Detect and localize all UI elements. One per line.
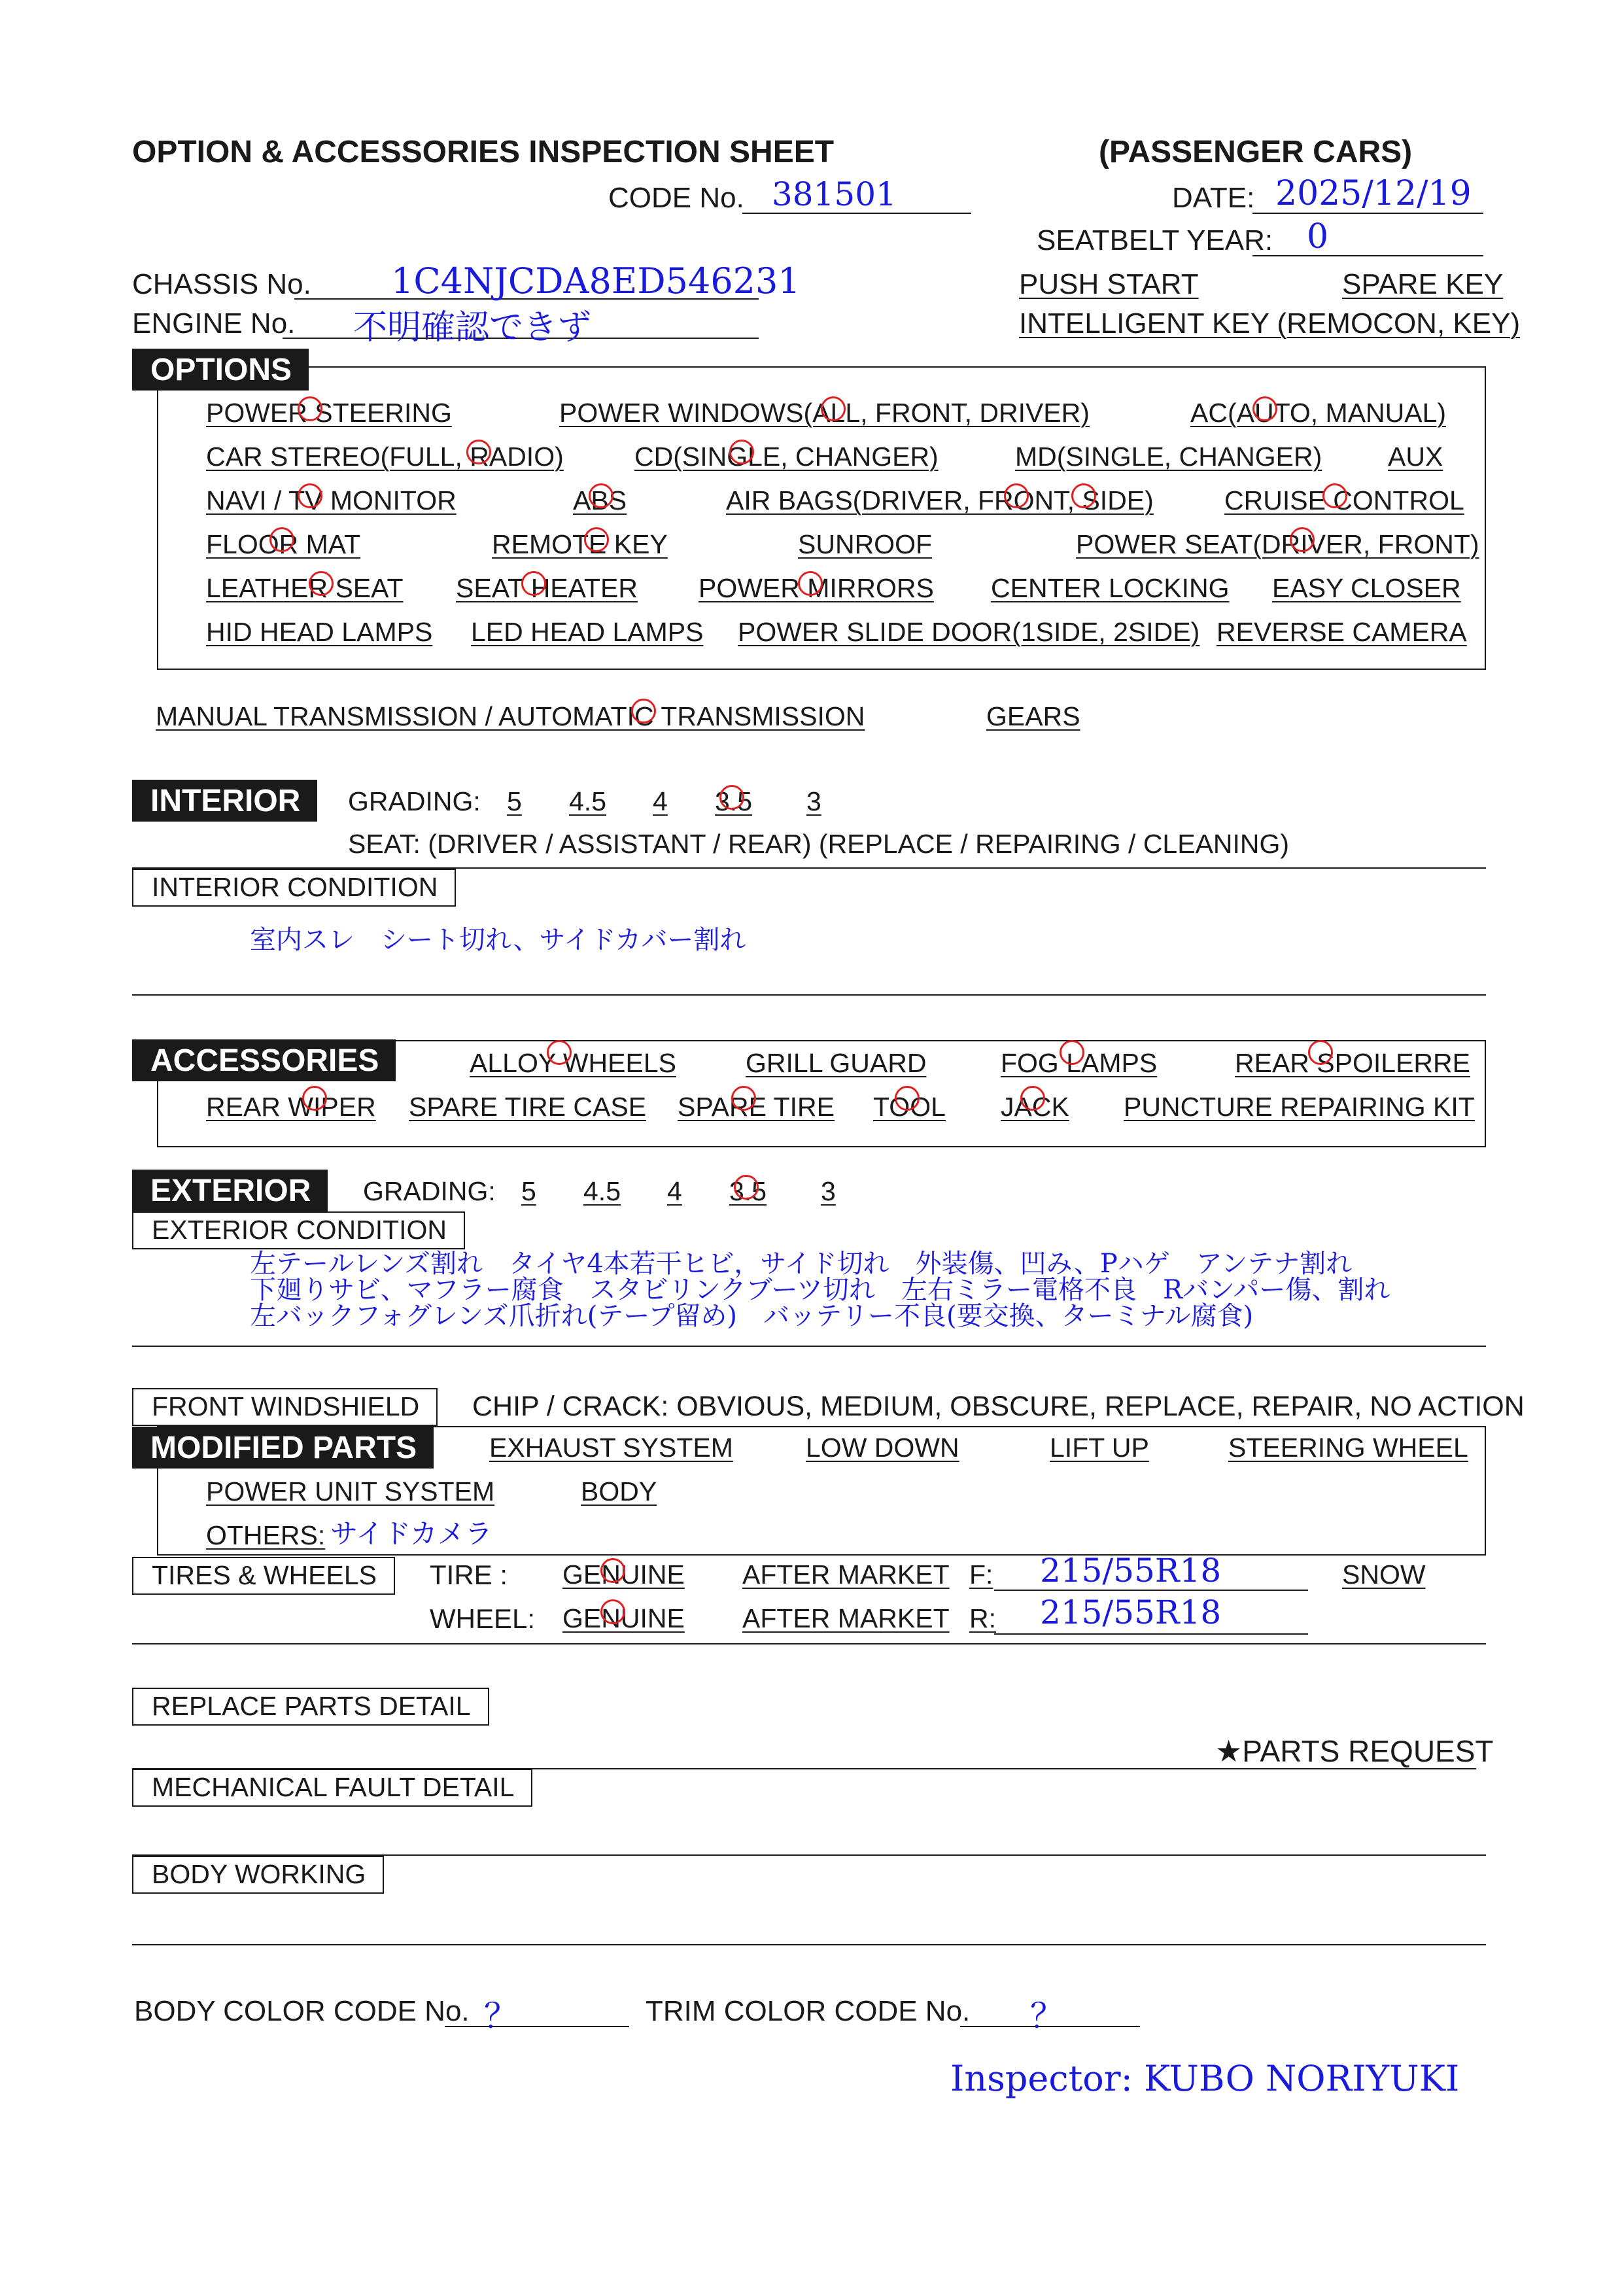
push-start: PUSH START	[1019, 268, 1199, 300]
exterior-grade: 4	[667, 1176, 682, 1206]
option-power-slide-door: POWER SLIDE DOOR(1SIDE, 2SIDE)	[738, 617, 1200, 647]
inspector: Inspector: KUBO NORIYUKI	[950, 2058, 1460, 2099]
selected-mark-icon	[298, 396, 322, 421]
exterior-condition-line: 下廻りサビ、マフラー腐食 スタビリンクブーツ切れ 左右ミラー電格不良 Rバンパー傷、割れ	[250, 1275, 1390, 1305]
body-color-label: BODY COLOR CODE No.	[134, 1995, 470, 2027]
mod-low-down: LOW DOWN	[806, 1433, 959, 1463]
acc-rear-spoiler: REAR SPOILERRE	[1235, 1048, 1470, 1078]
parts-request: ★PARTS REQUEST	[1215, 1734, 1494, 1768]
trim-color-value: ？	[1030, 1997, 1065, 2036]
option-power-steering: POWER STEERING	[206, 398, 452, 428]
option-navi-tv: NAVI / TV MONITOR	[206, 485, 457, 515]
interior-grade: 4	[653, 786, 668, 816]
wheel-genuine: GENUINE	[562, 1603, 685, 1633]
tire-genuine: GENUINE	[562, 1559, 685, 1590]
acc-tool: TOOL	[873, 1092, 946, 1122]
intelligent-key: INTELLIGENT KEY (REMOCON, KEY)	[1019, 307, 1521, 339]
replace-parts-label: REPLACE PARTS DETAIL	[132, 1688, 489, 1726]
selected-mark-icon	[521, 571, 546, 596]
selected-mark-icon	[798, 571, 823, 596]
exterior-header: EXTERIOR	[132, 1170, 328, 1211]
option-abs: ABS	[573, 485, 627, 515]
option-center-locking: CENTER LOCKING	[991, 573, 1230, 603]
chassis-value: 1C4NJCDA8ED546231	[391, 260, 801, 302]
exterior-condition-line: 左テールレンズ割れ タイヤ4本若干ヒビ，サイド切れ 外装傷、凹み、Pハゲ アンテナ割れ	[250, 1249, 1353, 1279]
option-sunroof: SUNROOF	[798, 529, 932, 559]
option-power-seat: POWER SEAT(DRIVER, FRONT)	[1076, 529, 1479, 559]
wheel-r-label: R:	[969, 1603, 996, 1633]
interior-header: INTERIOR	[132, 780, 317, 822]
acc-spare-tire-case: SPARE TIRE CASE	[409, 1092, 647, 1122]
selected-mark-icon	[729, 440, 754, 464]
option-power-windows: POWER WINDOWS(ALL, FRONT, DRIVER)	[559, 398, 1090, 428]
mod-power-unit: POWER UNIT SYSTEM	[206, 1476, 495, 1506]
acc-grill-guard: GRILL GUARD	[746, 1048, 927, 1078]
options-header: OPTIONS	[132, 349, 309, 391]
mod-others-label: OTHERS:	[206, 1520, 326, 1550]
acc-fog-lamps: FOG LAMPS	[1001, 1048, 1158, 1078]
windshield-label: FRONT WINDSHIELD	[132, 1388, 438, 1426]
mod-exhaust: EXHAUST SYSTEM	[489, 1433, 733, 1463]
exterior-grade: 3	[821, 1176, 836, 1206]
selected-mark-icon	[731, 1086, 756, 1111]
date-value: 2025/12/19	[1275, 174, 1472, 213]
engine-label: ENGINE No.	[132, 307, 296, 339]
option-air-bags: AIR BAGS(DRIVER, FRONT, SIDE)	[726, 485, 1154, 515]
spare-key: SPARE KEY	[1342, 268, 1504, 300]
selected-mark-icon	[821, 396, 846, 421]
tire-f-label: F:	[969, 1559, 993, 1590]
accessories-header: ACCESSORIES	[132, 1039, 396, 1081]
trim-color-label: TRIM COLOR CODE No.	[646, 1995, 971, 2027]
selected-mark-icon	[600, 1599, 625, 1624]
selected-mark-icon	[1020, 1086, 1045, 1111]
seatbelt-value: 0	[1307, 217, 1329, 256]
option-md: MD(SINGLE, CHANGER)	[1015, 442, 1322, 472]
selected-mark-icon	[1004, 483, 1029, 508]
selected-mark-icon	[269, 527, 294, 552]
sheet-title: OPTION & ACCESSORIES INSPECTION SHEET	[132, 135, 835, 169]
acc-rear-wiper: REAR WIPER	[206, 1092, 376, 1122]
chassis-label: CHASSIS No.	[132, 268, 311, 300]
wheel-after-market: AFTER MARKET	[742, 1603, 950, 1633]
acc-jack: JACK	[1001, 1092, 1069, 1122]
mod-body: BODY	[581, 1476, 657, 1506]
acc-puncture-kit: PUNCTURE REPAIRING KIT	[1124, 1092, 1475, 1122]
selected-mark-icon	[309, 571, 334, 596]
interior-grading-label: GRADING:	[348, 786, 481, 816]
tire-label: TIRE :	[430, 1559, 508, 1590]
seat-line: SEAT: (DRIVER / ASSISTANT / REAR) (REPLACE / REPAIRING / CLEANING)	[348, 829, 1290, 859]
exterior-grading-label: GRADING:	[363, 1176, 496, 1206]
option-easy-closer: EASY CLOSER	[1272, 573, 1461, 603]
sheet-type: (PASSENGER CARS)	[1099, 135, 1413, 169]
selected-mark-icon	[1071, 483, 1096, 508]
mod-others-value: サイドカメラ	[330, 1518, 492, 1550]
selected-mark-icon	[1060, 1040, 1084, 1065]
code-value: 381501	[772, 175, 897, 213]
option-ac: AC(AUTO, MANUAL)	[1190, 398, 1447, 428]
selected-mark-icon	[589, 483, 613, 508]
code-label: CODE No.	[608, 182, 744, 214]
selected-mark-icon	[600, 1558, 625, 1583]
interior-grade: 5	[507, 786, 522, 816]
option-leather-seat: LEATHER SEAT	[206, 573, 404, 603]
option-cd: CD(SINGLE, CHANGER)	[634, 442, 939, 472]
option-seat-heater: SEAT HEATER	[456, 573, 638, 603]
option-car-stereo: CAR STEREO(FULL, RADIO)	[206, 442, 564, 472]
selected-mark-icon	[302, 1086, 327, 1111]
selected-mark-icon	[734, 1175, 759, 1200]
seatbelt-label: SEATBELT YEAR:	[1037, 224, 1273, 256]
selected-mark-icon	[547, 1040, 572, 1065]
mod-steering-wheel: STEERING WHEEL	[1228, 1433, 1468, 1463]
selected-mark-icon	[719, 785, 744, 810]
acc-spare-tire: SPARE TIRE	[678, 1092, 835, 1122]
tire-snow: SNOW	[1342, 1559, 1426, 1590]
transmission: MANUAL TRANSMISSION / AUTOMATIC TRANSMISSION	[156, 701, 865, 731]
interior-grade: 4.5	[569, 786, 606, 816]
interior-condition-text: 室内スレ シート切れ、サイドカバー割れ	[250, 925, 746, 955]
selected-mark-icon	[895, 1086, 920, 1111]
selected-mark-icon	[1252, 396, 1277, 421]
interior-grade: 3	[806, 786, 821, 816]
option-cruise-control: CRUISE CONTROL	[1224, 485, 1464, 515]
option-led-lamps: LED HEAD LAMPS	[471, 617, 704, 647]
selected-mark-icon	[1308, 1040, 1333, 1065]
option-power-mirrors: POWER MIRRORS	[699, 573, 934, 603]
exterior-condition-line: 左バックフォグレンズ爪折れ(テープ留め) バッテリー不良(要交換、ターミナル腐食)	[250, 1301, 1254, 1331]
option-remote-key: REMOTE KEY	[492, 529, 668, 559]
tire-after-market: AFTER MARKET	[742, 1559, 950, 1590]
acc-alloy-wheels: ALLOY WHEELS	[470, 1048, 676, 1078]
selected-mark-icon	[466, 440, 491, 464]
exterior-condition-label: EXTERIOR CONDITION	[132, 1211, 465, 1249]
option-aux: AUX	[1388, 442, 1443, 472]
mechanical-fault-label: MECHANICAL FAULT DETAIL	[132, 1769, 532, 1807]
option-reverse-camera: REVERSE CAMERA	[1216, 617, 1467, 647]
windshield-text: CHIP / CRACK: OBVIOUS, MEDIUM, OBSCURE, REPLACE, REPAIR, NO ACTION	[472, 1391, 1525, 1422]
interior-condition-label: INTERIOR CONDITION	[132, 869, 456, 907]
gears: GEARS	[986, 701, 1080, 731]
interior-grade: 3.5	[715, 786, 752, 816]
wheel-label: WHEEL:	[430, 1603, 536, 1634]
tires-label: TIRES & WHEELS	[132, 1557, 395, 1595]
option-floor-mat: FLOOR MAT	[206, 529, 361, 559]
exterior-grade: 4.5	[583, 1176, 621, 1206]
selected-mark-icon	[1322, 483, 1347, 508]
body-working-label: BODY WORKING	[132, 1856, 384, 1894]
tire-f-value: 215/55R18	[1040, 1552, 1222, 1590]
selected-mark-icon	[584, 527, 609, 552]
wheel-r-value: 215/55R18	[1040, 1593, 1222, 1631]
modified-header: MODIFIED PARTS	[132, 1427, 434, 1469]
selected-mark-icon	[1290, 527, 1315, 552]
exterior-grade: 3.5	[729, 1176, 767, 1206]
mod-lift-up: LIFT UP	[1050, 1433, 1149, 1463]
exterior-grade: 5	[521, 1176, 536, 1206]
body-color-value: ？	[484, 1997, 519, 2036]
selected-mark-icon	[631, 699, 656, 723]
selected-mark-icon	[298, 483, 322, 508]
option-hid-lamps: HID HEAD LAMPS	[206, 617, 433, 647]
date-label: DATE:	[1172, 182, 1255, 214]
engine-value: 不明確認できず	[353, 308, 592, 347]
